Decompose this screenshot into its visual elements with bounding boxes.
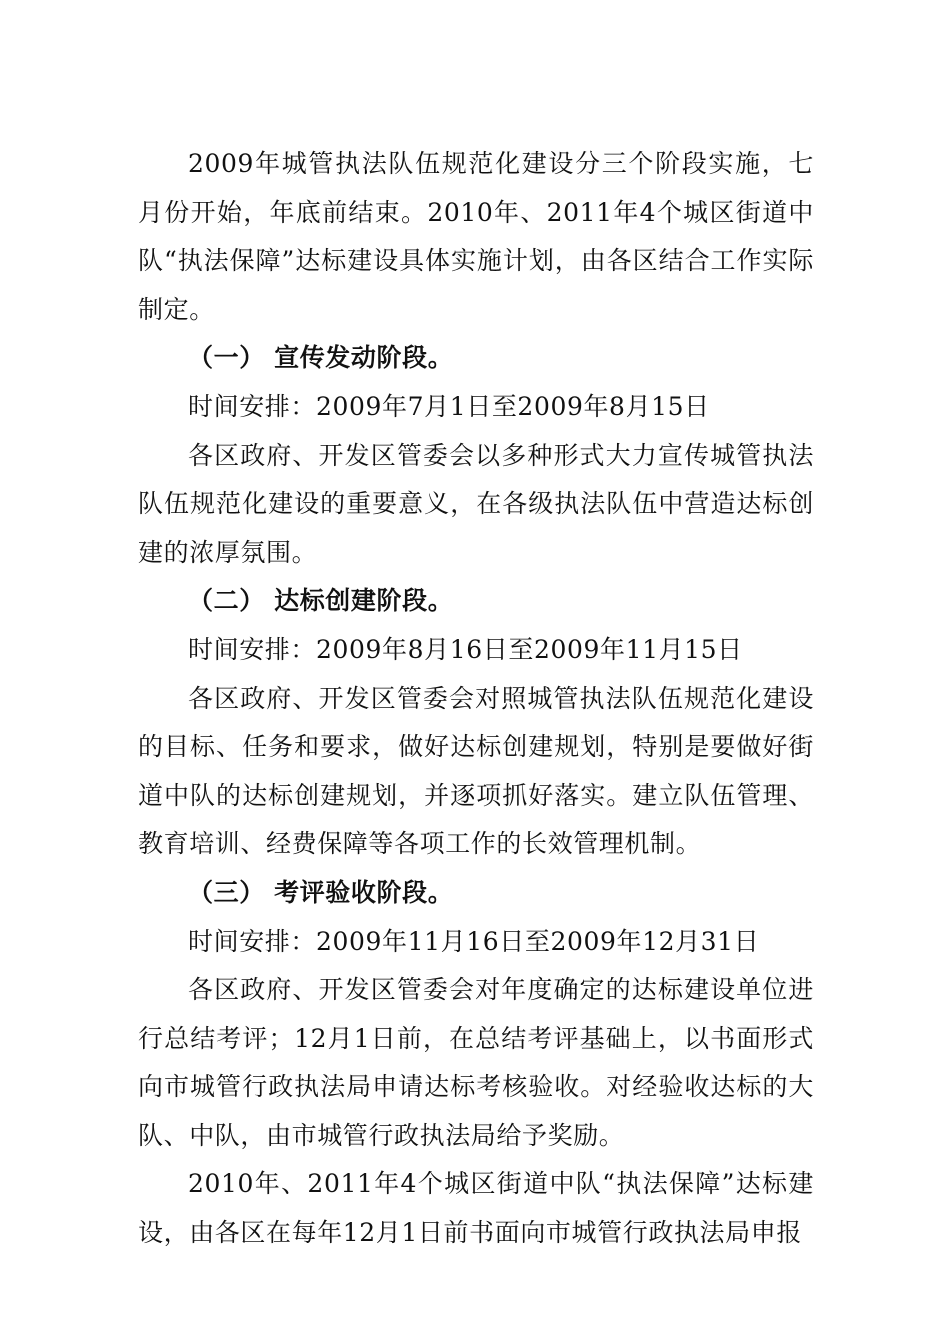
intro-paragraph: 2009年城管执法队伍规范化建设分三个阶段实施，七月份开始，年底前结束。2010年、2011年4个城区街道中队“执法保障”达标建设具体实施计划，由各区结合工作实际制定。	[138, 149, 814, 324]
stage1-heading: （一） 宣传发动阶段。	[188, 343, 454, 373]
stage3-heading: （三） 考评验收阶段。	[188, 877, 454, 907]
stage3-time: 时间安排：2009年11月16日至2009年12月31日	[188, 926, 760, 956]
stage2-time: 时间安排：2009年8月16日至2009年11月15日	[188, 634, 743, 664]
stage2-heading: （二） 达标创建阶段。	[188, 586, 454, 616]
stage1-time: 时间安排：2009年7月1日至2009年8月15日	[188, 391, 710, 421]
stage1-body: 各区政府、开发区管委会以多种形式大力宣传城管执法队伍规范化建设的重要意义，在各级执法队伍中营造达标创建的浓厚氛围。	[138, 440, 814, 567]
stage3-body: 各区政府、开发区管委会对年度确定的达标建设单位进行总结考评；12月1日前，在总结考评基础上，以书面形式向市城管行政执法局申请达标考核验收。对经验收达标的大队、中队，由市城管行政执法局给予奖励。	[138, 975, 814, 1150]
closing-paragraph: 2010年、2011年4个城区街道中队“执法保障”达标建设，由各区在每年12月1日前书面向市城管行政执法局申报	[138, 1169, 814, 1248]
stage2-body: 各区政府、开发区管委会对照城管执法队伍规范化建设的目标、任务和要求，做好达标创建规划，特别是要做好街道中队的达标创建规划，并逐项抓好落实。建立队伍管理、教育培训、经费保障等各项工作的长效管理机制。	[138, 683, 814, 859]
document-body	[138, 140, 814, 1258]
